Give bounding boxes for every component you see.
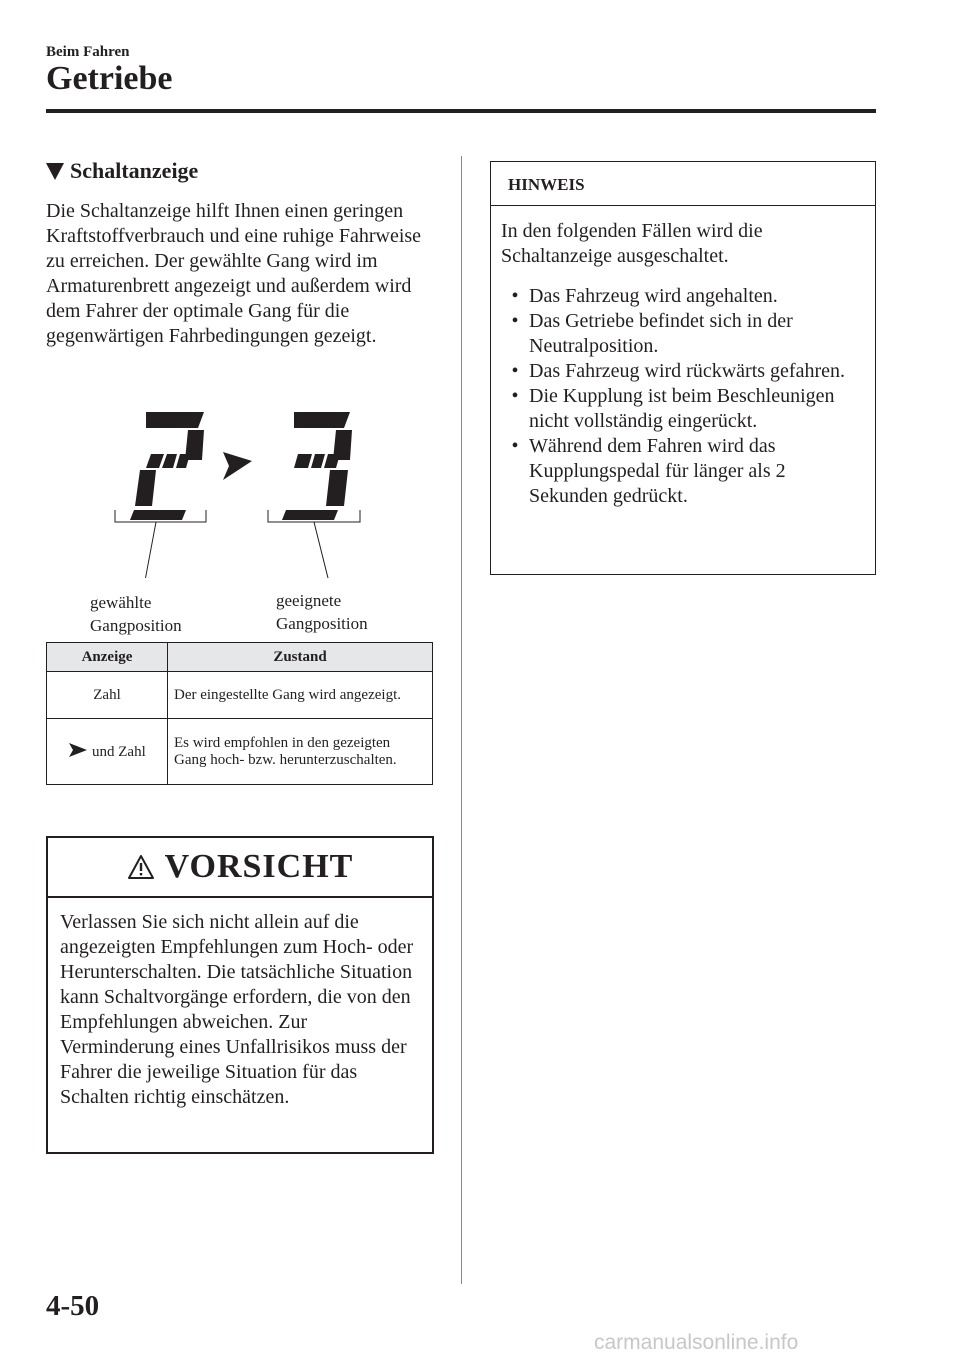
leader-left [144, 522, 156, 578]
digit-2-bottom-segment [130, 510, 186, 520]
section-heading [46, 158, 198, 184]
list-item-text: Während dem Fahren wird das Kupplungspedal für länger als 2 Sekunden gedrückt. [529, 435, 786, 507]
table-cell-indicator [47, 719, 168, 785]
bullet: • [511, 310, 519, 332]
table-header-row [47, 643, 433, 672]
note-body [491, 206, 875, 509]
caption-suitable-gear [276, 589, 368, 635]
table-header-state: Zustand [168, 643, 433, 672]
column-divider [461, 156, 462, 1284]
digit-3-middle-segment [294, 454, 340, 468]
caution-text: Verlassen Sie sich nicht allein auf die angezeigten Empfehlungen zum Hoch- oder Herunterschalten. Die tatsächliche Situation kann Schaltvorgänge erfordern, die von den Empfehlungen abweichen. Zur Verminderung eines Unfallrisikos muss der Fahrer die jeweilige Situation für das Schalten richtig einschätzen. [60, 911, 414, 1108]
page-number: 4-50 [46, 1290, 100, 1322]
bullet: • [511, 285, 519, 307]
digit-3-lower-right-segment [326, 470, 348, 506]
table-header-indicator: Anzeige [47, 643, 168, 672]
watermark: carmanualsonline.info [594, 1331, 799, 1354]
caption-suitable-line2: Gangposition [276, 614, 368, 633]
digit-2-middle-segment [146, 454, 190, 468]
shift-arrow-icon [68, 742, 88, 758]
warning-triangle-icon [127, 854, 155, 880]
leader-right [314, 522, 330, 578]
caption-selected-gear [90, 591, 182, 637]
table-cell-state: Es wird empfohlen in den gezeigten Gang hoch- bzw. herunterzuschalten. [168, 719, 433, 785]
list-item [501, 309, 865, 359]
list-item-text: Die Kupplung ist beim Beschleunigen nicht vollständig eingerückt. [529, 385, 835, 432]
caption-selected-line2: Gangposition [90, 616, 182, 635]
table-cell-state: Der eingestellte Gang wird angezeigt. [168, 672, 433, 719]
caution-header [48, 838, 432, 898]
caution-title: VORSICHT [164, 848, 354, 885]
bullet: • [511, 360, 519, 382]
note-title: HINWEIS [491, 162, 875, 206]
title-rule [46, 109, 876, 113]
upshift-arrow-icon [223, 452, 252, 480]
caption-suitable-line1: geeignete [276, 591, 342, 610]
section-triangle-icon [46, 163, 64, 180]
digit-2-lower-left-segment [135, 470, 156, 506]
section-heading-text: Schaltanzeige [70, 158, 199, 183]
table-row [47, 672, 433, 719]
table-row [47, 719, 433, 785]
bullet: • [511, 435, 519, 457]
list-item [501, 384, 865, 434]
chapter-label: Beim Fahren [46, 44, 130, 60]
note-intro: In den folgenden Fällen wird die Schaltanzeige ausgeschaltet. [501, 220, 763, 267]
list-item-text: Das Fahrzeug wird rückwärts gefahren. [529, 360, 845, 382]
note-box [490, 161, 876, 575]
shift-indicator-figure [80, 398, 420, 578]
table-cell-indicator-text: und Zahl [92, 744, 146, 760]
section-paragraph: Die Schaltanzeige hilft Ihnen einen geringen Kraftstoffverbrauch und eine ruhige Fahrweise zu erreichen. Der gewählte Gang wird im Armaturenbrett angezeigt und außerdem wird dem Fahrer der optimale Gang für die gegenwärtigen Fahrbedingungen gezeigt. [46, 200, 422, 347]
list-item-text: Das Getriebe befindet sich in der Neutralposition. [529, 310, 793, 357]
list-item [501, 359, 865, 384]
digit-3-top-segment [294, 412, 350, 428]
table-cell-indicator: Zahl [47, 672, 168, 719]
page-title: Getriebe [46, 60, 173, 97]
caption-selected-line1: gewählte [90, 593, 152, 612]
bullet: • [511, 385, 519, 407]
digit-3-bottom-segment [282, 510, 338, 520]
caution-box [46, 836, 434, 1154]
indicator-table [46, 642, 433, 785]
list-item-text: Das Fahrzeug wird angehalten. [529, 285, 778, 307]
list-item [501, 284, 865, 309]
digit-2-top-segment [146, 412, 204, 428]
list-item [501, 434, 865, 509]
